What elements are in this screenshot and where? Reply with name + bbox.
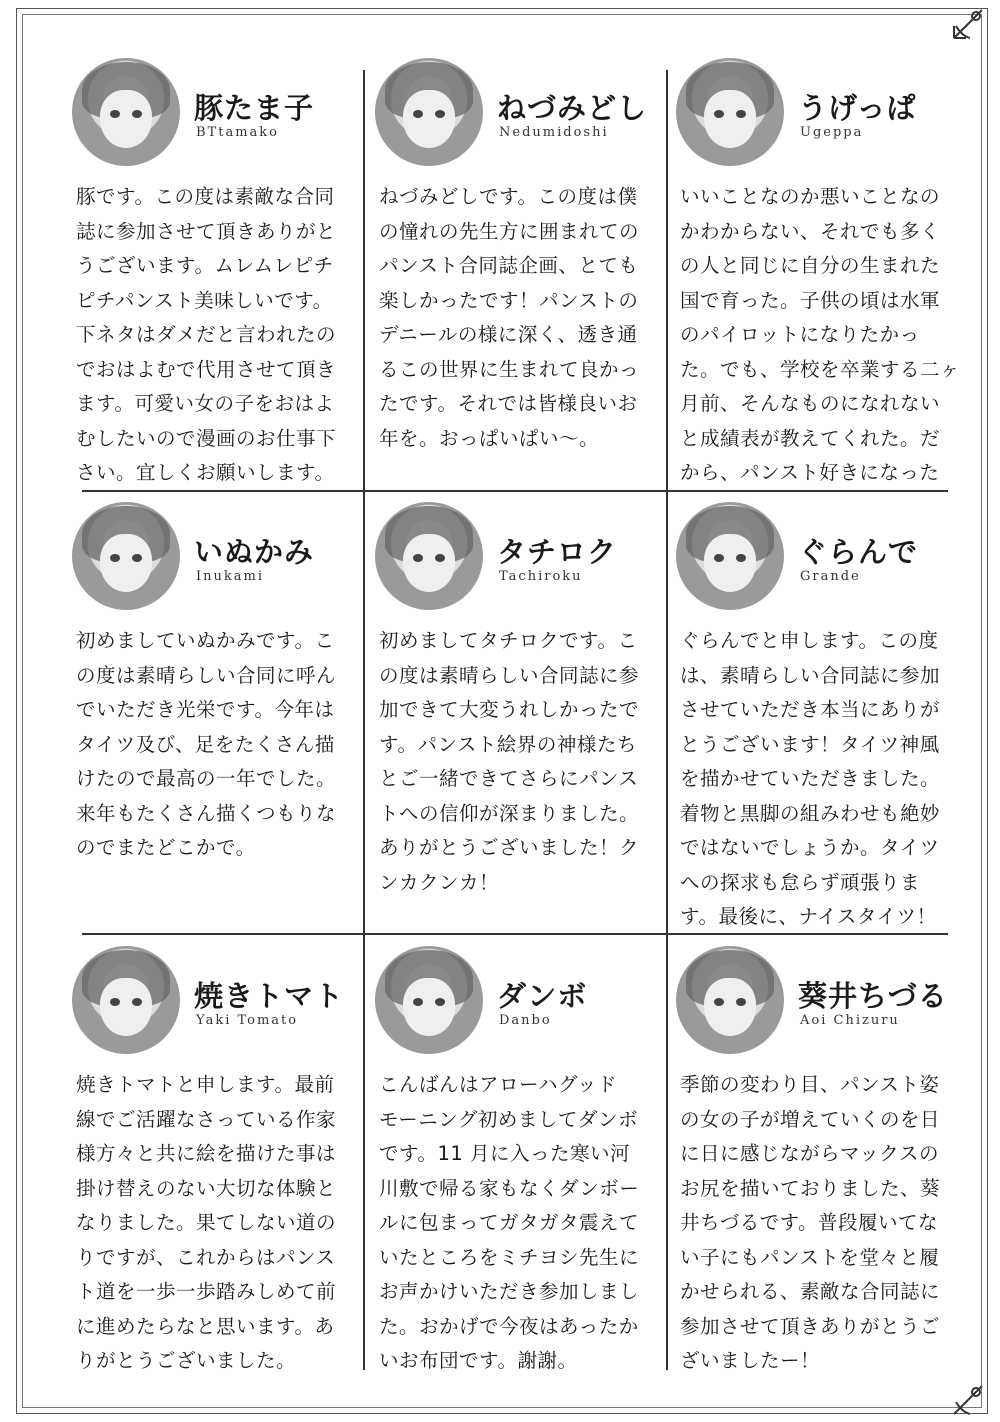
- comment-line: トへの信仰が深まりました。: [379, 801, 640, 825]
- comment-line: 掛け替えのない大切な体験と: [76, 1176, 337, 1200]
- comment-line: の憧れの先生方に囲まれての: [379, 219, 640, 243]
- comment-line: うございます。ムレムレピチ: [76, 254, 334, 277]
- artist-name: いぬかみ: [194, 535, 315, 569]
- comment-line: 月前、そんなものになれない: [680, 392, 941, 415]
- comment-line: ねづみどしです。この度は僕: [379, 185, 638, 208]
- comment-line: たです。それでは皆様良いお: [379, 392, 638, 415]
- comment-line: への探求も怠らず頑張りま: [680, 870, 921, 894]
- profile-card: [676, 58, 978, 498]
- comment-line: に進めたらなと思います。あ: [76, 1314, 335, 1338]
- comment-line: りがとうございました。: [76, 1349, 297, 1372]
- comment-line: は、素晴らしい合同誌に参加: [680, 663, 941, 687]
- comment-line: ます。可愛い女の子をおはよ: [76, 392, 335, 415]
- artist-romaji: Yaki Tomato: [196, 1013, 299, 1028]
- comment-line: 川敷で帰る家もなくダンボー: [379, 1176, 640, 1200]
- comment-line: い子にもパンストを堂々と履: [680, 1245, 940, 1269]
- comment-line: りですが、これからはパンス: [76, 1245, 336, 1269]
- comment-text: [680, 180, 976, 491]
- comment-line: 井ちづるです。普段履いてな: [680, 1211, 939, 1234]
- artist-name: 焼きトマト: [194, 979, 345, 1013]
- artist-name: ダンボ: [497, 979, 588, 1013]
- comment-line: かせられる、素敵な合同誌に: [680, 1280, 941, 1303]
- avatar: [375, 502, 483, 610]
- artist-name: 豚たま子: [194, 91, 315, 125]
- comment-line: 初めましていぬかみです。こ: [76, 629, 335, 652]
- comment-line: 焼きトマトと申します。最前: [76, 1073, 335, 1096]
- comment-line: 加できて大変うれしかったで: [379, 698, 640, 721]
- profile-card: [72, 58, 374, 498]
- comment-text: [379, 624, 675, 900]
- comment-line: に日に感じながらマックスの: [680, 1142, 940, 1165]
- comment-text: [76, 180, 372, 491]
- avatar: [676, 502, 784, 610]
- comment-line: むしたいので漫画のお仕事下: [76, 426, 337, 450]
- artist-romaji: Inukami: [196, 569, 264, 584]
- comment-line: 来年もたくさん描くつもりな: [76, 801, 337, 825]
- comment-text: [680, 624, 976, 935]
- comment-line: 季節の変わり目、パンスト姿: [680, 1073, 940, 1096]
- artist-name: タチロク: [497, 535, 618, 569]
- avatar: [676, 946, 784, 1054]
- comment-line: でおはよむで代用させて頂き: [76, 357, 337, 381]
- artist-name: ねづみどし: [497, 91, 648, 125]
- avatar: [375, 946, 483, 1054]
- comment-line: す。パンスト絵界の神様たち: [379, 732, 637, 756]
- comment-line: 線でご活躍なさっている作家: [76, 1107, 337, 1131]
- comment-line: でいただき光栄です。今年は: [76, 698, 335, 721]
- comment-line: の女の子が増えていくのを日: [680, 1107, 941, 1131]
- comment-line: ではないでしょうか。タイツ: [680, 836, 940, 859]
- comment-line: 国で育った。子供の頃は水軍: [680, 288, 941, 312]
- comment-line: なりました。果てしない道の: [76, 1211, 337, 1234]
- comment-text: [76, 624, 372, 866]
- comment-text: [680, 1068, 976, 1379]
- comment-line: ありがとうございました！ク: [379, 836, 640, 859]
- comment-line: 豚です。この度は素敵な合同: [76, 185, 335, 208]
- anchor-ornament-icon: [948, 4, 988, 44]
- comment-line: とご一緒できてさらにパンス: [379, 767, 639, 790]
- comment-line: いお布団です。謝謝。: [379, 1349, 578, 1372]
- comment-line: こんばんはアローハグッド: [379, 1073, 618, 1096]
- profile-card: [676, 502, 978, 942]
- comment-line: ざいましたー！: [680, 1349, 821, 1372]
- comment-line: 楽しかったです！パンストの: [379, 288, 639, 312]
- comment-line: させていただき本当にありが: [680, 698, 941, 721]
- artist-name: ぐらんで: [798, 535, 919, 569]
- comment-line: の度は素晴らしい合同に呼ん: [76, 663, 337, 687]
- comment-line: さい。宜しくお願いします。: [76, 461, 335, 484]
- anchor-ornament-icon: [948, 1380, 988, 1420]
- comment-line: を描かせていただきました。: [680, 767, 941, 790]
- artist-romaji: Aoi Chizuru: [800, 1013, 900, 1028]
- comment-line: 誌に参加させて頂きありがと: [76, 219, 337, 243]
- comment-line: けたので最高の一年でした。: [76, 767, 337, 790]
- comment-line: です。11 月に入った寒い河: [379, 1142, 630, 1165]
- comment-line: の人と同じに自分の生まれた: [680, 254, 941, 277]
- comment-line: ピチパンスト美味しいです。: [76, 288, 333, 312]
- avatar: [72, 502, 180, 610]
- profile-card: [375, 502, 677, 942]
- comment-line: 様方々と共に絵を描けた事は: [76, 1142, 337, 1165]
- artist-romaji: Danbo: [499, 1013, 552, 1028]
- artist-romaji: Nedumidoshi: [499, 125, 609, 140]
- avatar: [676, 58, 784, 166]
- comment-line: かわからない、それでも多く: [680, 219, 941, 243]
- comment-line: お声かけいただき参加しまし: [379, 1280, 640, 1303]
- comment-line: パンスト合同誌企画、とても: [379, 254, 639, 277]
- comment-line: 参加させて頂きありがとうご: [680, 1314, 941, 1338]
- artist-romaji: Tachiroku: [499, 569, 583, 584]
- comment-line: ルに包まってガタガタ震えて: [379, 1211, 640, 1234]
- avatar: [72, 946, 180, 1054]
- artist-romaji: BTtamako: [196, 125, 279, 140]
- comment-line: す。最後に、ナイスタイツ！: [680, 905, 937, 928]
- comment-line: ト道を一歩一歩踏みしめて前: [76, 1280, 337, 1303]
- comment-line: ぐらんでと申します。この度: [680, 629, 939, 652]
- comment-line: と成績表が教えてくれた。だ: [680, 426, 941, 450]
- artist-romaji: Ugeppa: [800, 125, 864, 140]
- comment-line: 下ネタはダメだと言われたの: [76, 323, 337, 346]
- comment-line: モーニング初めましてダンボ: [379, 1107, 639, 1131]
- comment-line: デニールの様に深く、透き通: [379, 323, 638, 346]
- comment-line: た。おかげで今夜はあったか: [379, 1314, 639, 1338]
- comment-line: 着物と黒脚の組みわせも絶妙: [680, 801, 941, 825]
- comment-line: た。でも、学校を卒業する二ヶ: [680, 357, 961, 381]
- comment-line: とうございます！タイツ神風: [680, 732, 940, 756]
- avatar: [375, 58, 483, 166]
- comment-text: [379, 180, 675, 456]
- comment-text: [379, 1068, 675, 1379]
- comment-line: タイツ及び、足をたくさん描: [76, 732, 335, 756]
- comment-line: ンカクンカ！: [379, 870, 500, 894]
- profile-card: [72, 946, 374, 1386]
- comment-line: お尻を描いておりました、葵: [680, 1176, 941, 1200]
- profile-card: [375, 58, 677, 498]
- comment-line: から、パンスト好きになった: [680, 461, 940, 484]
- comment-line: 初めましてタチロクです。こ: [379, 629, 638, 652]
- avatar: [72, 58, 180, 166]
- comment-line: のでまたどこかで。: [76, 836, 256, 859]
- comment-text: [76, 1068, 372, 1379]
- comment-line: のパイロットになりたかっ: [680, 323, 920, 346]
- comment-line: の度は素晴らしい合同誌に参: [379, 663, 640, 687]
- profile-card: [72, 502, 374, 942]
- artist-name: 葵井ちづる: [798, 979, 948, 1013]
- artist-name: うげっぱ: [798, 91, 917, 125]
- artist-romaji: Grande: [800, 569, 861, 584]
- comment-line: いたところをミチヨシ先生に: [379, 1245, 640, 1269]
- comment-line: 年を。おっぱいぱい〜。: [379, 426, 600, 450]
- profile-card: [375, 946, 677, 1386]
- profile-card: [676, 946, 978, 1386]
- comment-line: いいことなのか悪いことなの: [680, 185, 941, 208]
- comment-line: るこの世界に生まれて良かっ: [379, 357, 640, 381]
